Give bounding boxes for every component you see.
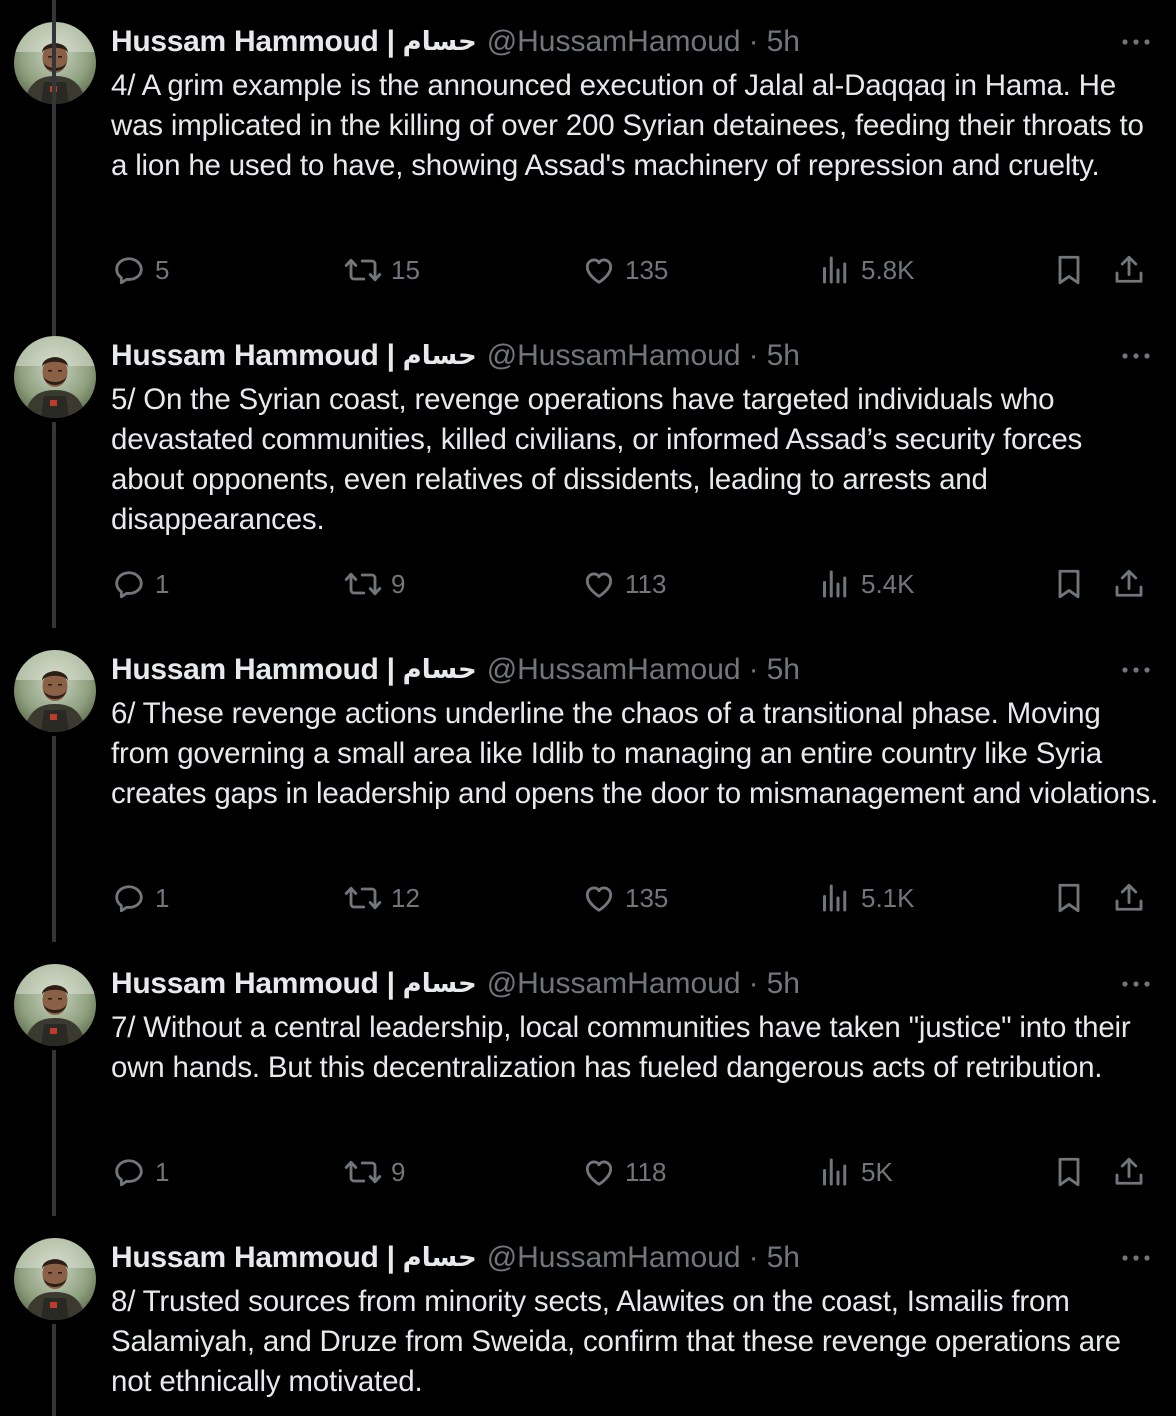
heart-icon — [581, 1154, 617, 1190]
author-name-arabic[interactable]: حسام — [402, 27, 477, 57]
tweet-text: 8/ Trusted sources from minority sects, Alawites on the coast, Ismailis from Salamiyah, and Druze from Sweida, confirm that these revenge operations are not ethnically motivated. — [111, 1285, 1121, 1398]
thread-line — [52, 736, 56, 942]
heart-icon — [581, 252, 617, 288]
heart-icon — [581, 880, 617, 916]
share-button[interactable] — [1111, 250, 1147, 290]
view-count: 5.8K — [861, 254, 915, 285]
separator-dot: · — [748, 339, 759, 372]
repost-count: 15 — [391, 254, 420, 285]
tweet[interactable] — [0, 942, 1176, 1216]
like-button[interactable] — [581, 1152, 666, 1192]
repost-count: 9 — [391, 1156, 406, 1187]
author-name[interactable]: Hussam Hammoud | — [111, 653, 395, 686]
share-icon — [1111, 252, 1147, 288]
bookmark-icon — [1051, 880, 1087, 916]
author-name[interactable]: Hussam Hammoud | — [111, 1241, 395, 1274]
reply-count: 1 — [155, 1156, 170, 1187]
bookmark-icon — [1051, 1154, 1087, 1190]
tweet-header — [111, 20, 800, 64]
timestamp[interactable]: 5h — [766, 653, 800, 686]
view-count: 5.4K — [861, 568, 915, 599]
share-icon — [1111, 880, 1147, 916]
tweet-header — [111, 962, 800, 1006]
author-name[interactable]: Hussam Hammoud | — [111, 339, 395, 372]
reply-button[interactable] — [111, 250, 169, 290]
more-options-button[interactable] — [1116, 1246, 1156, 1270]
reply-count: 1 — [155, 882, 170, 913]
repost-button[interactable] — [343, 250, 420, 290]
timestamp[interactable]: 5h — [766, 339, 800, 372]
views-chart-icon — [817, 880, 853, 916]
action-bar — [111, 250, 1161, 290]
repost-count: 9 — [391, 568, 406, 599]
author-handle[interactable]: @HussamHamoud — [486, 25, 741, 58]
author-name[interactable]: Hussam Hammoud | — [111, 967, 395, 1000]
views-button[interactable] — [817, 564, 915, 604]
like-count: 118 — [625, 1156, 667, 1187]
heart-icon — [581, 566, 617, 602]
views-chart-icon — [817, 1154, 853, 1190]
views-chart-icon — [817, 566, 853, 602]
tweet[interactable] — [0, 1216, 1176, 1416]
reply-count: 1 — [155, 568, 170, 599]
action-bar — [111, 564, 1161, 604]
profile-photo — [14, 336, 96, 418]
separator-dot: · — [748, 25, 759, 58]
ellipsis-icon — [1120, 1252, 1152, 1264]
reply-button[interactable] — [111, 1152, 169, 1192]
views-button[interactable] — [817, 878, 915, 918]
views-chart-icon — [817, 252, 853, 288]
avatar[interactable] — [14, 1238, 96, 1320]
ellipsis-icon — [1120, 36, 1152, 48]
tweet-text: 7/ Without a central leadership, local communities have taken "justice" into their own hands. But this decentralization has fueled dangerous acts of retribution. — [111, 1011, 1131, 1084]
separator-dot: · — [748, 1241, 759, 1274]
thread-line — [52, 422, 56, 628]
bookmark-button[interactable] — [1051, 1152, 1087, 1192]
tweet[interactable] — [0, 314, 1176, 628]
share-button[interactable] — [1111, 1152, 1147, 1192]
profile-photo — [14, 1238, 96, 1320]
author-name-arabic[interactable]: حسام — [402, 1243, 477, 1273]
reply-icon — [111, 252, 147, 288]
reply-icon — [111, 1154, 147, 1190]
like-button[interactable] — [581, 250, 668, 290]
tweet-header — [111, 648, 800, 692]
bookmark-icon — [1051, 252, 1087, 288]
more-options-button[interactable] — [1116, 658, 1156, 682]
repost-icon — [343, 880, 383, 916]
more-options-button[interactable] — [1116, 30, 1156, 54]
avatar[interactable] — [14, 964, 96, 1046]
more-options-button[interactable] — [1116, 344, 1156, 368]
ellipsis-icon — [1120, 350, 1152, 362]
more-options-button[interactable] — [1116, 972, 1156, 996]
share-button[interactable] — [1111, 564, 1147, 604]
timestamp[interactable]: 5h — [766, 1241, 800, 1274]
separator-dot: · — [748, 967, 759, 1000]
reply-count: 5 — [155, 254, 170, 285]
tweet-text: 4/ A grim example is the announced execution of Jalal al-Daqqaq in Hama. He was implicated in the killing of over 200 Syrian detainees, feeding their throats to a lion he used to have, showing Assad's machinery of repression and cruelty. — [111, 69, 1144, 182]
repost-icon — [343, 252, 383, 288]
author-handle[interactable]: @HussamHamoud — [486, 653, 741, 686]
repost-button[interactable] — [343, 564, 405, 604]
repost-count: 12 — [391, 882, 420, 913]
share-icon — [1111, 1154, 1147, 1190]
ellipsis-icon — [1120, 664, 1152, 676]
author-name-arabic[interactable]: حسام — [402, 655, 477, 685]
ellipsis-icon — [1120, 978, 1152, 990]
action-bar — [111, 1152, 1161, 1192]
thread-line — [52, 0, 56, 336]
avatar[interactable] — [14, 650, 96, 732]
author-handle[interactable]: @HussamHamoud — [486, 967, 741, 1000]
thread-line — [52, 1324, 56, 1416]
bookmark-button[interactable] — [1051, 564, 1087, 604]
tweet[interactable] — [0, 0, 1176, 314]
reply-icon — [111, 880, 147, 916]
profile-photo — [14, 650, 96, 732]
bookmark-button[interactable] — [1051, 878, 1087, 918]
reply-button[interactable] — [111, 564, 169, 604]
like-count: 135 — [625, 254, 669, 285]
repost-icon — [343, 1154, 383, 1190]
repost-icon — [343, 566, 383, 602]
views-button[interactable] — [817, 1152, 893, 1192]
like-count: 135 — [625, 882, 669, 913]
author-name-arabic[interactable]: حسام — [402, 341, 477, 371]
action-bar — [111, 878, 1161, 918]
repost-button[interactable] — [343, 878, 420, 918]
author-handle[interactable]: @HussamHamoud — [486, 1241, 741, 1274]
reply-icon — [111, 566, 147, 602]
avatar[interactable] — [14, 336, 96, 418]
author-name-arabic[interactable]: حسام — [402, 969, 477, 999]
tweet-text: 6/ These revenge actions underline the chaos of a transitional phase. Moving from governing a small area like Idlib to managing an entire country like Syria creates gaps in leadership and opens the door to mismanagement and violations. — [111, 697, 1159, 810]
bookmark-icon — [1051, 566, 1087, 602]
tweet-header — [111, 334, 800, 378]
share-icon — [1111, 566, 1147, 602]
author-handle[interactable]: @HussamHamoud — [486, 339, 741, 372]
timestamp[interactable]: 5h — [766, 967, 800, 1000]
tweet-text: 5/ On the Syrian coast, revenge operations have targeted individuals who devastated communities, killed civilians, or informed Assad’s security forces about opponents, even relatives of dissidents, leading to arrests and disappearances. — [111, 383, 1083, 536]
like-button[interactable] — [581, 564, 666, 604]
reply-button[interactable] — [111, 878, 169, 918]
separator-dot: · — [748, 653, 759, 686]
like-button[interactable] — [581, 878, 668, 918]
views-button[interactable] — [817, 250, 915, 290]
author-name[interactable]: Hussam Hammoud | — [111, 25, 395, 58]
profile-photo — [14, 964, 96, 1046]
tweet-header — [111, 1236, 800, 1280]
timestamp[interactable]: 5h — [766, 25, 800, 58]
bookmark-button[interactable] — [1051, 250, 1087, 290]
view-count: 5K — [861, 1156, 893, 1187]
view-count: 5.1K — [861, 882, 915, 913]
tweet[interactable] — [0, 628, 1176, 942]
repost-button[interactable] — [343, 1152, 405, 1192]
share-button[interactable] — [1111, 878, 1147, 918]
like-count: 113 — [625, 568, 667, 599]
thread-line — [52, 1050, 56, 1216]
